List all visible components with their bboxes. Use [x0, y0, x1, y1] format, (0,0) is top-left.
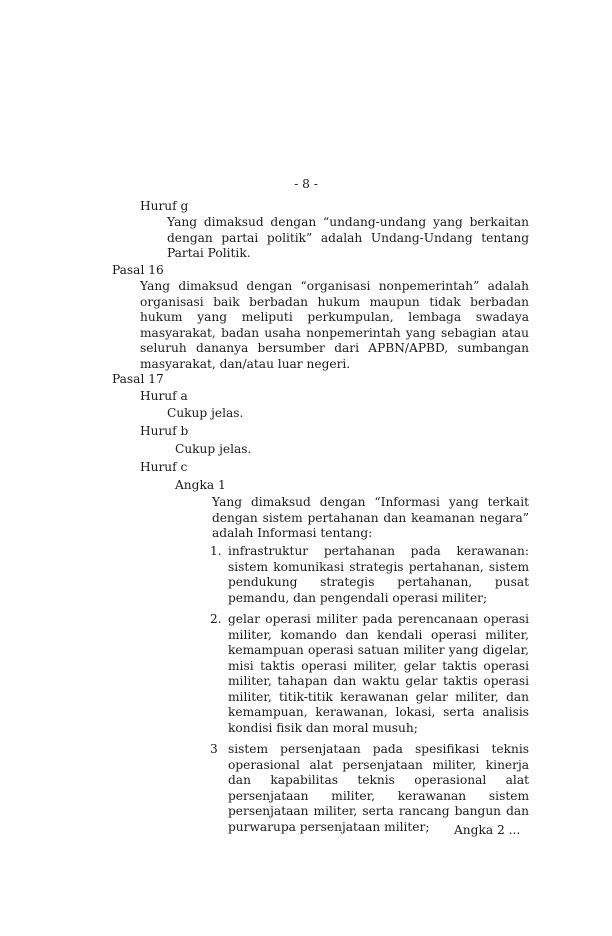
- angka-1-list: [210, 544, 529, 841]
- pasal-16-text: Yang dimaksud dengan “organisasi nonpemerintah” adalah organisasi baik berbadan hukum maupun tidak berbadan hukum yang meliputi perkumpulan, lembaga swadaya masyarakat, badan usaha nonpemerintah yang sebagian atau seluruh dananya bersumber dari APBN/APBD, sumbangan masyarakat, dan/atau luar negeri.: [140, 279, 529, 371]
- list-item: [210, 742, 529, 835]
- huruf-a-heading: Huruf a: [140, 389, 188, 403]
- huruf-a-text: Cukup jelas.: [167, 406, 244, 420]
- pasal-17-heading: Pasal 17: [112, 372, 164, 386]
- list-item-number: 2.: [210, 612, 222, 626]
- pasal-16-heading: Pasal 16: [112, 263, 164, 277]
- huruf-b-text: Cukup jelas.: [175, 442, 252, 456]
- huruf-c-heading: Huruf c: [140, 460, 188, 474]
- list-item: [210, 544, 529, 606]
- huruf-b-heading: Huruf b: [140, 424, 189, 438]
- angka-1-heading: Angka 1: [175, 478, 226, 492]
- continuation-footer: Angka 2 ...: [454, 823, 521, 837]
- huruf-g-text: Yang dimaksud dengan “undang-undang yang berkaitan dengan partai politik” adalah Undang-Undang tentang Partai Politik.: [167, 215, 529, 260]
- list-item-number: 3: [210, 742, 218, 756]
- angka-1-intro: Yang dimaksud dengan “Informasi yang terkait dengan sistem pertahanan dan keamanan negara” adalah Informasi tentang:: [212, 495, 529, 540]
- list-item-number: 1.: [210, 544, 222, 558]
- huruf-g-heading: Huruf g: [140, 199, 189, 213]
- list-item: [210, 612, 529, 736]
- list-item-text: sistem persenjataan pada spesifikasi teknis operasional alat persenjataan militer, kinerja dan kapabilitas teknis operasional alat persenjataan militer, kerawanan sistem persenjataan militer, serta rancang bangun dan purwarupa persenjataan militer;: [228, 742, 529, 834]
- list-item-text: gelar operasi militer pada perencanaan operasi militer, komando dan kendali operasi militer, kemampuan operasi satuan militer yang digelar, misi taktis operasi militer, gelar taktis operasi militer, tahapan dan waktu gelar taktis operasi militer, titik-titik kerawanan gelar militer, dan kemampuan, kerawanan, lokasi, serta analisis kondisi fisik dan moral musuh;: [228, 612, 529, 735]
- page-number: - 8 -: [294, 177, 318, 191]
- list-item-text: infrastruktur pertahanan pada kerawanan: sistem komunikasi strategis pertahanan, sistem pendukung strategis pertahanan, pusat pemandu, dan pengendali operasi militer;: [228, 544, 529, 605]
